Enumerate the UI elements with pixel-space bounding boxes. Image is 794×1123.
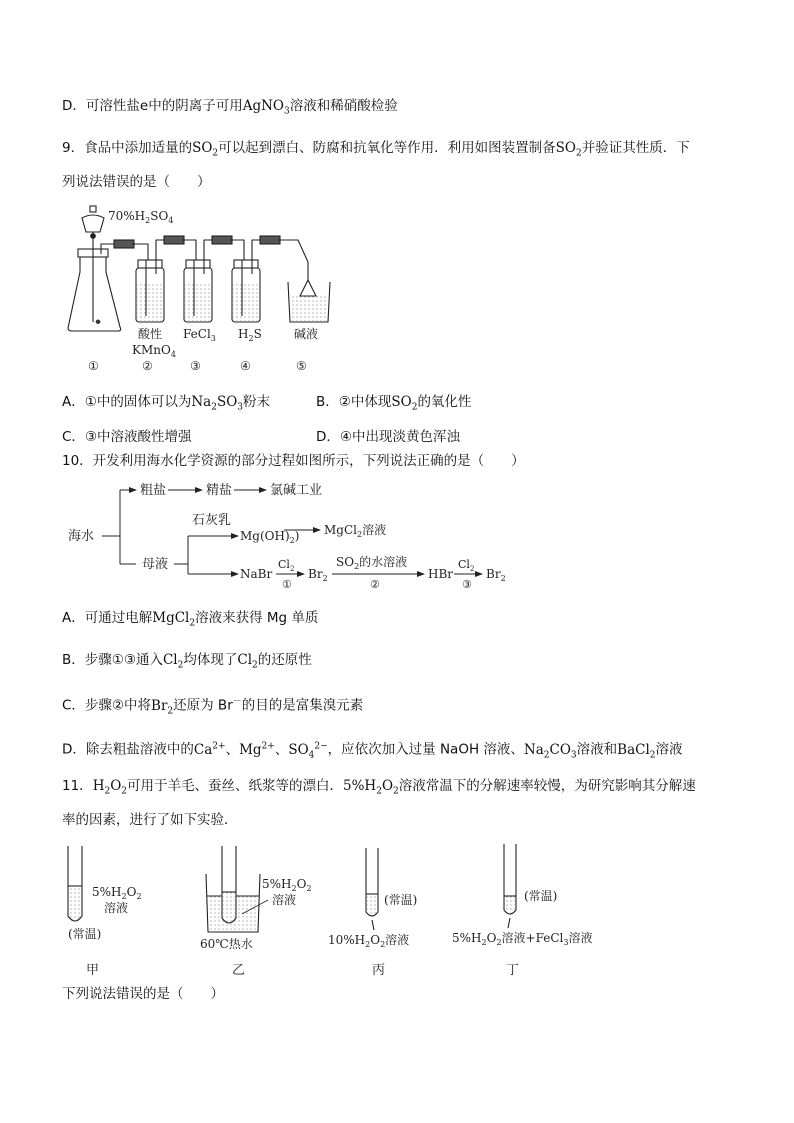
tube-a-conc: $5\%H_2O_2$: [92, 885, 142, 901]
crude-salt-label: 粗盐: [140, 483, 167, 498]
wash-bottle-2: [136, 260, 164, 322]
q9-option-c[interactable]: C．③中溶液酸性增强: [62, 429, 192, 445]
q11-stem-line1: 11．$H_2O_2$可用于羊毛、蚕丝、纸浆等的漂白．$5\%H_2O_2$溶液常温下的分解速率较慢，为研究影响其分解速: [62, 778, 696, 797]
num-4: ④: [240, 359, 251, 373]
br2-label-1: $Br_2$: [308, 567, 328, 583]
q9-stem-line2: 列说法错误的是（ ）: [62, 174, 211, 190]
q10-flow-diagram: [62, 474, 522, 590]
q10-option-a[interactable]: A．可通过电解MgCl$_2$溶液来获得 Mg 单质: [62, 610, 319, 629]
q9-option-a[interactable]: A．①中的固体可以为$Na_2SO_3$粉末: [62, 394, 271, 413]
tube-b-bath: 60℃热水: [200, 937, 253, 951]
num-5: ⑤: [296, 359, 307, 373]
tube-c-temp: (常温): [384, 893, 418, 907]
q8-option-d[interactable]: D．可溶性盐e中的阴离子可用AgNO$_3$溶液和稀硝酸检验: [62, 98, 398, 117]
tube-d-temp: (常温): [524, 889, 558, 903]
tube-b-conc: $5\%H_2O_2$: [262, 877, 312, 893]
q9-option-b[interactable]: B．②中体现$SO_2$的氧化性: [316, 394, 472, 413]
label-bing: 丙: [372, 963, 386, 978]
nabr-label: NaBr: [240, 567, 273, 581]
q8-option-d-text: D．可溶性盐e中的阴离子可用: [62, 98, 243, 114]
step-3: ③: [462, 578, 472, 591]
tube-a-solution: 溶液: [104, 901, 129, 915]
step-2: ②: [370, 578, 380, 591]
label-beaker-5: 碱液: [294, 327, 319, 341]
conical-flask-1: [68, 206, 122, 331]
wash-bottle-4: [232, 260, 260, 322]
label-bottle-3: FeCl$_3$: [183, 327, 216, 343]
q11-stem-line2: 率的因素，进行了如下实验．: [62, 812, 238, 828]
label-ding: 丁: [506, 963, 520, 978]
chlor-alkali-label: 氯碱工业: [270, 483, 323, 498]
test-tube-b: [222, 846, 236, 923]
step-1: ①: [282, 578, 292, 591]
label-jia: 甲: [86, 963, 100, 978]
q10-option-c[interactable]: C．步骤②中将$Br_2$还原为 Br－的目的是富集溴元素: [62, 697, 364, 717]
seawater-label: 海水: [68, 529, 95, 544]
acid-label: $70\%H_2SO_4$: [108, 209, 174, 225]
mgcl2-label: MgCl$_2$溶液: [324, 523, 387, 539]
refined-salt-label: 精盐: [206, 483, 233, 498]
test-tube-d: [504, 844, 516, 928]
label-bottle-2: 酸性: [138, 327, 163, 341]
q9-apparatus-figure: [60, 200, 360, 375]
hbr-label: HBr: [428, 567, 454, 581]
mgoh2-label: $Mg(OH)_2$): [240, 529, 300, 545]
br2-label-2: $Br_2$: [486, 567, 506, 583]
q9-stem-line1: 9．食品中添加适量的$SO_2$可以起到漂白、防腐和抗氧化等作用．利用如图装置制备$SO_2$并验证其性质．下: [62, 140, 690, 159]
lime-milk-label: 石灰乳: [192, 513, 232, 528]
q10-option-d[interactable]: D．除去粗盐溶液中的$Ca^{2+}$、$Mg^{2+}$、$SO_4^{2-}$，应依次加入过量 NaOH 溶液、$Na_2CO_3$溶液和BaCl$_2$溶液: [62, 741, 683, 761]
q10-option-b[interactable]: B．步骤①③通入$Cl_2$均体现了$Cl_2$的还原性: [62, 652, 312, 671]
num-3: ③: [190, 359, 201, 373]
label-bottle-4: $H_2S$: [238, 327, 262, 343]
connecting-tubes: [114, 236, 308, 280]
tube-c-solution: $10\%H_2O_2$溶液: [328, 933, 410, 949]
q11-stem-line3: 下列说法错误的是（ ）: [62, 986, 224, 1002]
so2-aq-label: $SO_2$的水溶液: [336, 555, 408, 571]
cl2-step3: $Cl_2$: [458, 558, 475, 573]
agno3-formula: AgNO$_3$: [242, 98, 290, 117]
q10-stem: 10．开发利用海水化学资源的部分过程如图所示，下列说法正确的是（ ）: [62, 453, 525, 469]
beaker-5: [288, 280, 330, 322]
tube-b-solution: 溶液: [272, 893, 297, 907]
label-bottle-2-reagent: KMnO$_4$: [132, 343, 176, 359]
test-tube-a: [68, 846, 82, 921]
q9-option-d[interactable]: D．④中出现淡黄色浑浊: [316, 429, 460, 445]
wash-bottle-3: [184, 260, 212, 322]
num-2: ②: [142, 359, 153, 373]
tube-a-temp: (常温): [68, 927, 102, 941]
num-1: ①: [88, 359, 99, 373]
test-tube-c: [366, 848, 378, 930]
mother-liquor-label: 母液: [142, 557, 169, 572]
tube-d-solution: $5\%H_2O_2$溶液+FeCl$_3$溶液: [452, 931, 593, 947]
q11-experiments-figure: [62, 840, 622, 980]
cl2-step1: $Cl_2$: [278, 558, 295, 573]
label-yi: 乙: [232, 963, 246, 978]
